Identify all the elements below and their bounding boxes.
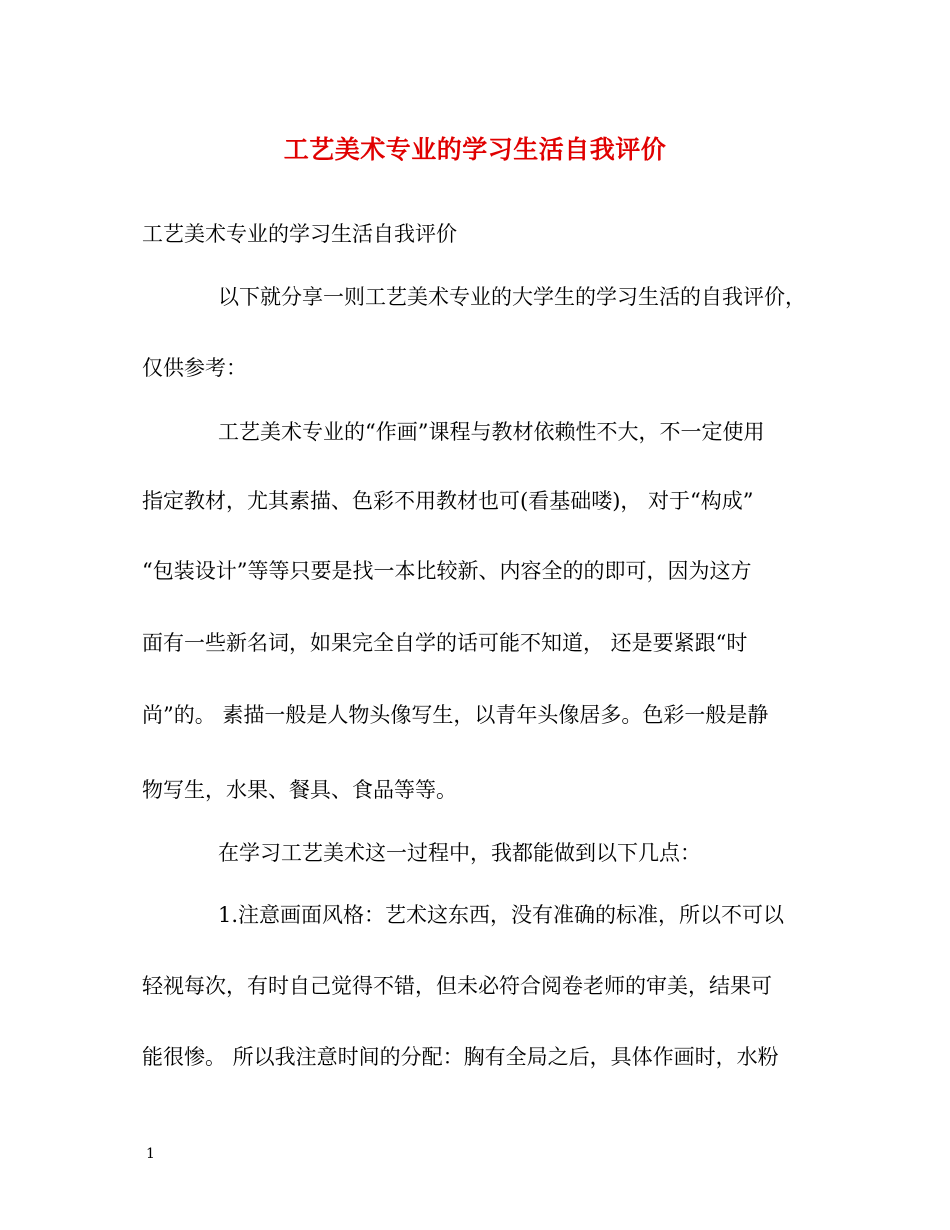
paragraph-line: 仅供参考： bbox=[142, 356, 247, 380]
paragraph-line: 指定教材，尤其素描、色彩不用教材也可(看基础喽)， 对于“构成” bbox=[142, 489, 754, 513]
paragraph-line: “包装设计”等等只要是找一本比较新、内容全的的即可，因为这方 bbox=[142, 559, 752, 583]
paragraph-line: 在学习工艺美术这一过程中，我都能做到以下几点： bbox=[218, 841, 701, 865]
paragraph-line: 面有一些新名词，如果完全自学的话可能不知道， 还是要紧跟“时 bbox=[142, 631, 748, 655]
paragraph-line: 能很惨。 所以我注意时间的分配：胸有全局之后，具体作画时，水粉 bbox=[142, 1045, 779, 1069]
page-number: 1 bbox=[146, 1146, 155, 1162]
paragraph-line: 轻视每次，有时自己觉得不错，但未必符合阅卷老师的审美，结果可 bbox=[142, 974, 772, 998]
page-title: 工艺美术专业的学习生活自我评价 bbox=[283, 135, 667, 164]
paragraph-line: 物写生，水果、餐具、食品等等。 bbox=[142, 778, 457, 802]
document-subtitle: 工艺美术专业的学习生活自我评价 bbox=[142, 222, 457, 246]
paragraph-line: 以下就分享一则工艺美术专业的大学生的学习生活的自我评价， bbox=[218, 285, 806, 309]
paragraph-line: 尚”的。 素描一般是人物头像写生，以青年头像居多。色彩一般是静 bbox=[142, 703, 769, 727]
paragraph-line: 工艺美术专业的“作画”课程与教材依赖性不大，不一定使用 bbox=[218, 420, 765, 444]
paragraph-line: 1.注意画面风格：艺术这东西，没有准确的标准，所以不可以 bbox=[218, 903, 785, 927]
